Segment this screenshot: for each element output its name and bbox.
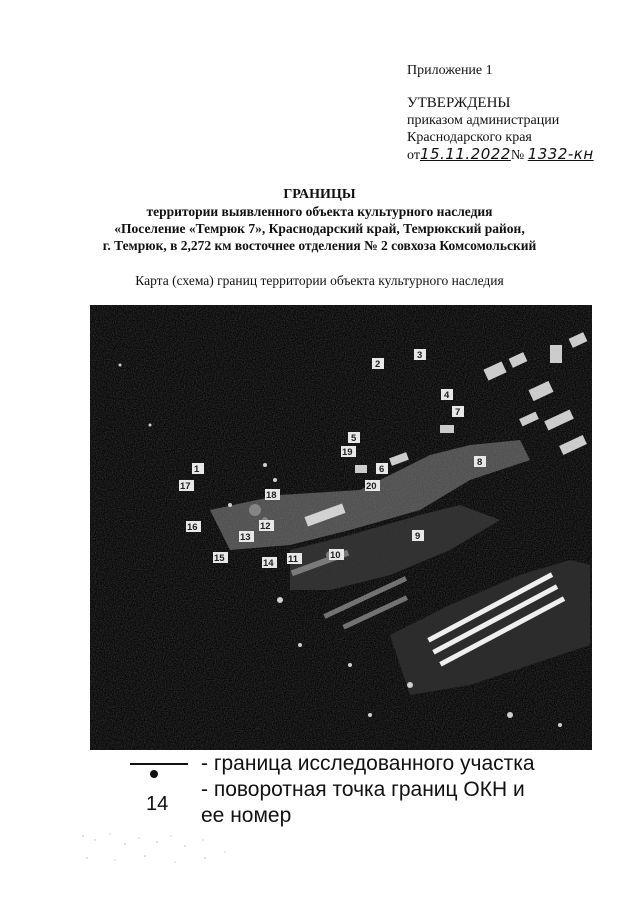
svg-text:6: 6 [379, 464, 385, 475]
svg-text:9: 9 [415, 531, 421, 542]
point-19 [341, 446, 356, 458]
point-13 [239, 531, 254, 543]
point-10 [329, 549, 344, 561]
map-image [90, 305, 592, 750]
title-heading: ГРАНИЦЫ [283, 187, 356, 202]
point-15 [213, 552, 228, 564]
appendix-label: Приложение 1 [407, 63, 493, 78]
point-3 [414, 349, 426, 361]
title-line-3: г. Темрюк, в 2,272 км восточнее отделения № 2 совхоза Комсомольский [102, 238, 537, 253]
svg-text:12: 12 [260, 521, 271, 532]
svg-text:11: 11 [288, 554, 299, 565]
svg-text:8: 8 [477, 457, 483, 468]
turning-point-symbol [150, 770, 158, 778]
svg-text:7: 7 [455, 407, 461, 418]
point-7 [452, 406, 464, 418]
scan-speckle [75, 830, 245, 870]
approval-stamp [407, 62, 594, 164]
point-5 [348, 432, 360, 444]
point-17 [179, 480, 194, 492]
title-line-2: «Поселение «Темрюк 7», Краснодарский край, Темрюкский район, [114, 221, 525, 236]
point-16 [186, 521, 201, 533]
svg-text:14: 14 [263, 558, 274, 569]
svg-text:2: 2 [375, 359, 381, 370]
point-2 [372, 358, 384, 370]
from-prefix: от [407, 148, 420, 163]
approved-heading: УТВЕРЖДЕНЫ [407, 95, 511, 111]
point-12 [259, 520, 274, 532]
svg-text:19: 19 [342, 447, 353, 458]
svg-text:15: 15 [214, 553, 225, 564]
approval-date: 15.11.2022 [419, 145, 511, 163]
point-6 [376, 463, 388, 475]
boundary-line-symbol [130, 763, 188, 765]
point-11 [287, 553, 302, 565]
point-14 [262, 557, 277, 569]
svg-text:16: 16 [187, 522, 198, 533]
legend-turning-point-cont: ее номер [201, 804, 292, 827]
approval-line-1: приказом администрации [407, 113, 560, 128]
svg-text:10: 10 [330, 550, 341, 561]
approval-dateline [407, 146, 594, 164]
svg-text:3: 3 [417, 350, 423, 361]
title-line-1: территории выявленного объекта культурного наследия [146, 204, 493, 219]
svg-text:20: 20 [366, 481, 377, 492]
legend-sample-number: 14 [146, 793, 169, 815]
point-18 [265, 489, 280, 501]
svg-text:13: 13 [240, 532, 251, 543]
legend-boundary: - граница исследованного участка [201, 752, 535, 775]
order-number: 1332-кн [527, 145, 594, 163]
satellite-map [90, 305, 592, 750]
point-4 [441, 389, 453, 401]
point-9 [412, 530, 424, 542]
point-20 [365, 480, 380, 492]
legend-turning-point: - поворотная точка границ ОКН и [201, 778, 525, 801]
svg-text:1: 1 [194, 464, 200, 475]
document-title [0, 186, 639, 254]
map-caption: Карта (схема) границ территории объекта культурного наследия [135, 273, 504, 288]
svg-text:17: 17 [180, 481, 191, 492]
approval-line-2: Краснодарского края [407, 130, 532, 145]
svg-text:5: 5 [351, 433, 357, 444]
number-prefix: № [510, 148, 525, 163]
point-8 [474, 456, 486, 468]
svg-text:18: 18 [266, 490, 277, 501]
svg-text:4: 4 [444, 390, 450, 401]
point-1 [192, 463, 204, 475]
